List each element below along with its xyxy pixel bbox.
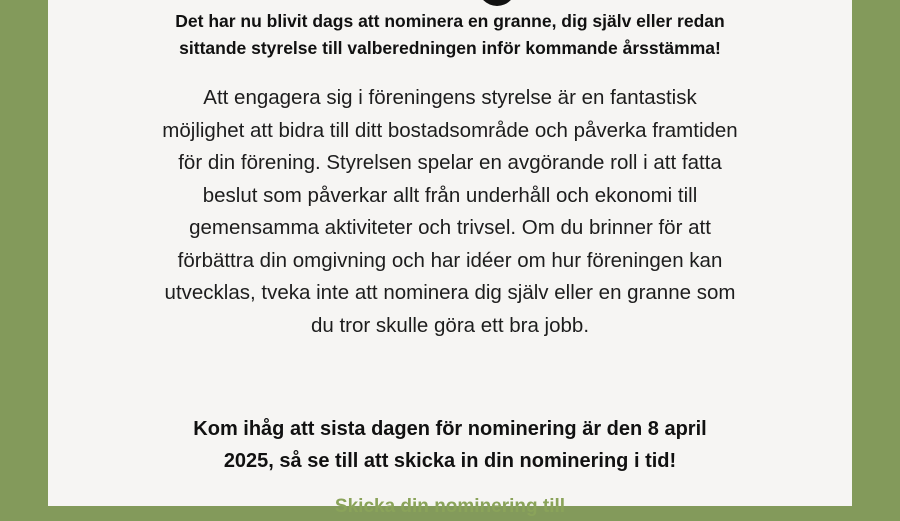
nomination-link-text[interactable]: [48, 493, 852, 521]
body-line-3: för din förening. Styrelsen spelar en avgörande roll i att fatta: [178, 151, 722, 174]
body-line-8: du tror skulle göra ett bra jobb.: [310, 313, 590, 337]
deadline-line-1: Kom ihåg att sista dagen för nominering är den 8 april: [193, 418, 707, 440]
body-line-2: möjlighet att bidra till ditt bostadsområde och påverka framtiden: [162, 118, 738, 142]
body-paragraph: [48, 82, 852, 342]
nomination-link-line[interactable]: Skicka din nominering till: [334, 496, 566, 517]
announcement-card: [48, 0, 852, 517]
body-line-7: utvecklas, tveka inte att nominera dig själv eller en granne som: [164, 281, 736, 304]
body-line-4: beslut som påverkar allt från underhåll och ekonomi till: [202, 183, 698, 207]
intro-line-1: Det har nu blivit dags att nominera en granne, dig själv eller redan: [175, 11, 725, 31]
intro-heading: [48, 8, 852, 62]
intro-line-2: sittande styrelse till valberedningen inför kommande årsstämma!: [179, 38, 721, 58]
deadline-line-2: 2025, så se till att skicka in din nominering i tid!: [223, 450, 677, 472]
body-line-6: förbättra din omgivning och har idéer om hur föreningen kan: [177, 248, 723, 272]
body-line-1: Att engagera sig i föreningens styrelse är en fantastisk: [203, 86, 697, 109]
body-line-5: gemensamma aktiviteter och trivsel. Om du brinner för att: [189, 216, 711, 239]
top-decorative-shape: [478, 0, 516, 6]
deadline-reminder: [48, 413, 852, 477]
